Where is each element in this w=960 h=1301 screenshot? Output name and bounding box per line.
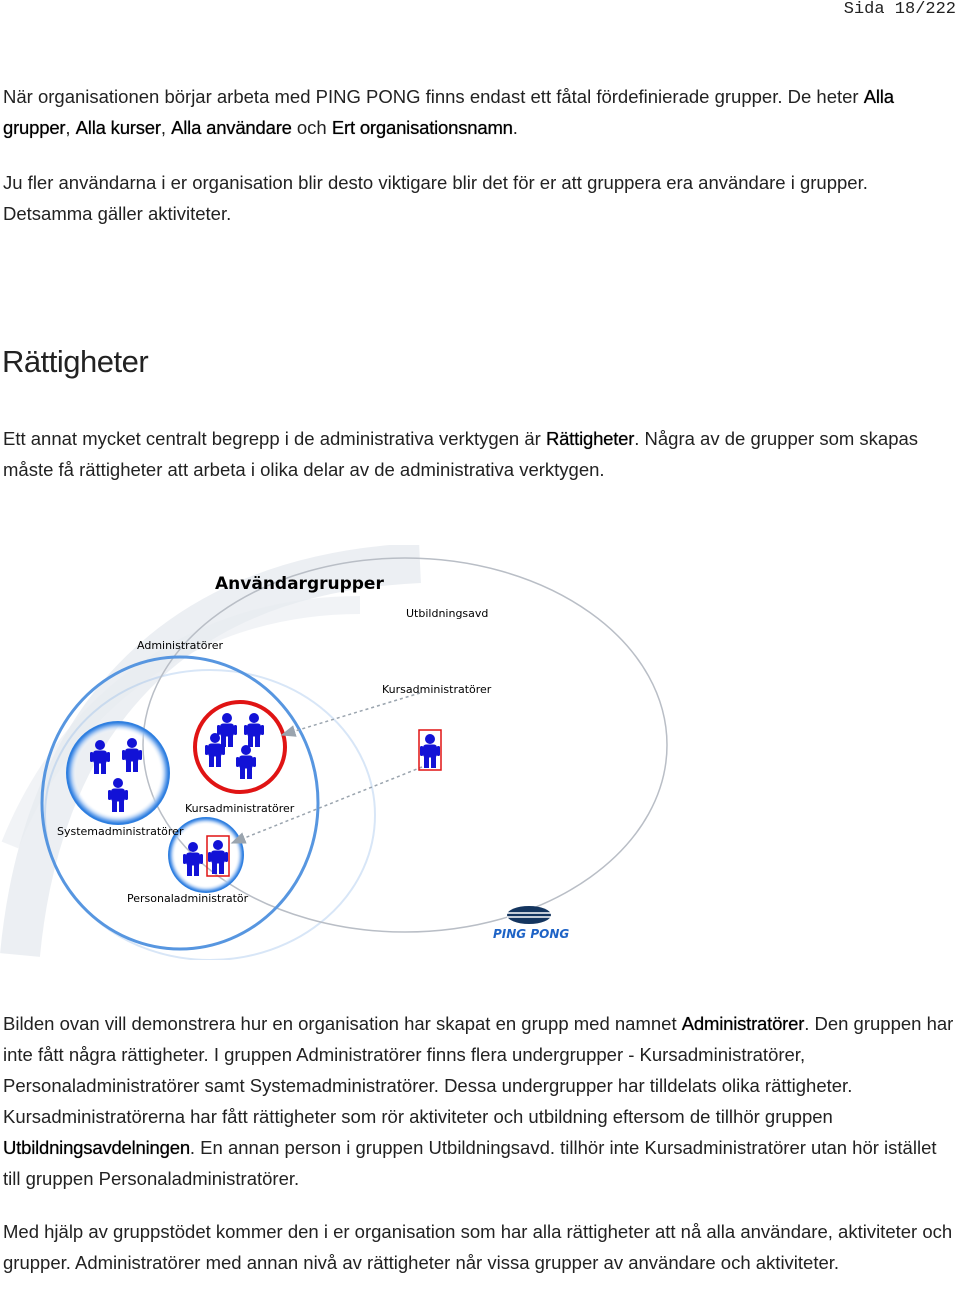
group-name-alla-anvandare: Alla användare: [171, 117, 292, 138]
closing-paragraph: Med hjälp av gruppstödet kommer den i er organisation som har alla rättigheter att nå alla användare, aktiviteter och grupper. Administratörer med annan nivå av rättigheter når vissa grupper av användare och aktiviteter.: [3, 1221, 953, 1273]
section-text: . Några av de grupper som skapas måste få rättigheter att arbeta i olika delar av de administrativa verktygen.: [3, 428, 919, 480]
intro-text: När organisationen börjar arbeta med PING PONG finns endast ett fåtal fördefinierade grupper. De heter: [3, 86, 859, 107]
explanation-paragraph: [3, 1008, 958, 1194]
intro-paragraph-2: Ju fler användarna i er organisation blir desto viktigare blir det för er att gruppera era användare i grupper. Detsamma gäller aktiviteter.: [3, 172, 868, 224]
group-name-alla-grupper: Alla grupper: [3, 86, 894, 138]
user-groups-diagram: [0, 545, 960, 960]
term-rattigheter: Rättigheter: [545, 428, 635, 449]
section-text: Ett annat mycket centralt begrepp i de administrativa verktygen är: [3, 428, 546, 449]
person-icon: [420, 734, 440, 768]
group-name-alla-kurser: Alla kurser: [75, 117, 161, 138]
logo-text: PING PONG: [493, 927, 570, 941]
label-administratorer: Administratörer: [137, 639, 224, 652]
ping-pong-logo: [493, 906, 569, 941]
period: .: [512, 117, 518, 138]
label-systemadmin: Systemadministratörer: [57, 825, 184, 838]
intro-paragraph-1: [3, 81, 958, 143]
user-groups-figure: [0, 545, 960, 960]
label-utbildningsavd: Utbildningsavd: [406, 607, 489, 620]
explanation-text: . Den gruppen har inte fått några rättigheter. I gruppen Administratörer finns flera undergrupper - Kursadministratörer, Personaladministratörer samt Systemadministratörer. Dessa undergrupper har tilldelats olika rättigheter. Kursadministratörerna har fått rättigheter som rör aktiviteter och utbildning eftersom de tillhör gruppen: [3, 1013, 954, 1127]
conjunction: och: [291, 117, 332, 138]
separator: ,: [160, 117, 172, 138]
arrow-to-kursadmin: [282, 693, 420, 735]
page-number: Sida 18/222: [843, 0, 956, 19]
separator: ,: [65, 117, 76, 138]
group-name-organisation: Ert organisationsnamn: [331, 117, 513, 138]
term-utbildningsavdelningen: Utbildningsavdelningen: [3, 1137, 190, 1158]
section-paragraph: [3, 423, 958, 485]
person-icon: [236, 745, 256, 779]
systemadmin-circle: [66, 721, 170, 825]
section-heading: Rättigheter: [2, 344, 149, 379]
explanation-text: Bilden ovan vill demonstrera hur en organisation har skapat en grupp med namnet: [3, 1013, 682, 1034]
label-kursadmin-outer: Kursadministratörer: [382, 683, 492, 696]
person-icon: [217, 713, 237, 747]
term-administratorer: Administratörer: [681, 1013, 805, 1034]
person-icon: [244, 713, 264, 747]
explanation-text: . En annan person i gruppen Utbildningsavd. tillhör inte Kursadministratörer utan hör istället till gruppen Personaladministratörer.: [3, 1137, 937, 1189]
label-personaladmin: Personaladministratör: [127, 892, 249, 905]
label-kursadmin-inner: Kursadministratörer: [185, 802, 295, 815]
figure-title: Användargrupper: [215, 574, 384, 594]
